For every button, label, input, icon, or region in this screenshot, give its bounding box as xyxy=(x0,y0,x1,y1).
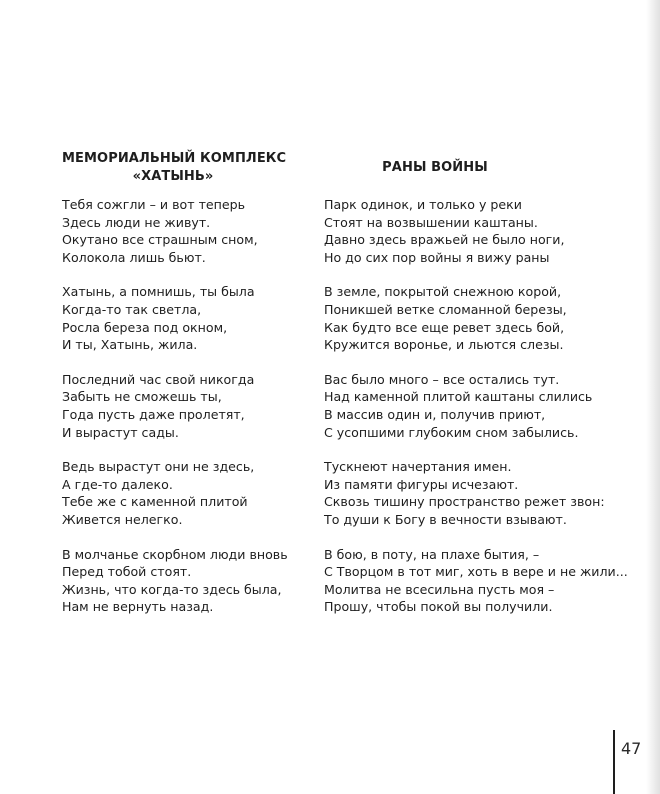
verse-line: Но до сих пор войны я вижу раны xyxy=(324,249,550,265)
verse-line: Вас было много – все остались тут. xyxy=(324,371,560,387)
verse-line: Давно здесь вражьей не было ноги, xyxy=(324,232,565,248)
stanza xyxy=(62,458,312,528)
poem-title xyxy=(62,150,287,186)
verse-line: Тускнеют начертания имен. xyxy=(324,459,512,475)
verse-line: Года пусть даже пролетят, xyxy=(62,406,245,422)
verse-line: В бою, в поту, на плахе бытия, – xyxy=(324,546,540,562)
verse-line: Сквозь тишину пространство режет звон: xyxy=(324,494,605,510)
page-number-rule xyxy=(613,730,615,794)
verse-line: С усопшими глубоким сном забылись. xyxy=(324,424,579,440)
verse-line: Молитва не всесильна пусть моя – xyxy=(324,581,555,597)
verse-line: То души к Богу в вечности взывают. xyxy=(324,511,567,527)
page-edge-shadow xyxy=(646,0,660,794)
verse-line: Последний час свой никогда xyxy=(62,371,255,387)
verse-line: Живется нелегко. xyxy=(62,511,183,527)
verse-line: Как будто все еще ревет здесь бой, xyxy=(324,319,565,335)
page-number: 47 xyxy=(621,739,642,758)
verse-line: Тебя сожгли – и вот теперь xyxy=(62,197,246,212)
verse-line: И вырастут сады. xyxy=(62,424,179,440)
verse-line: С Творцом в тот миг, хоть в вере и не жили... xyxy=(324,564,628,580)
verse-line: Перед тобой стоят. xyxy=(62,564,192,580)
verse-line: Стоят на возвышении каштаны. xyxy=(324,214,538,230)
poem-body xyxy=(62,196,312,616)
verse-line: Жизнь, что когда-то здесь была, xyxy=(62,581,282,597)
stanza xyxy=(62,371,312,441)
verse-line: Росла береза под окном, xyxy=(62,319,228,335)
stanza xyxy=(62,546,312,616)
stanza xyxy=(324,371,624,441)
verse-line: Когда-то так светла, xyxy=(62,301,202,317)
poem-title xyxy=(324,150,546,186)
stanza xyxy=(324,283,624,353)
verse-line: Здесь люди не живут. xyxy=(62,214,211,230)
poem-body xyxy=(324,196,628,616)
verse-line: Кружится воронье, и льются слезы. xyxy=(324,337,564,353)
verse-line: Нам не вернуть назад. xyxy=(62,599,214,615)
verse-line: Поникшей ветке сломанной березы, xyxy=(324,301,567,317)
verse-line: Из памяти фигуры исчезают. xyxy=(324,476,519,492)
verse-line: Над каменной плитой каштаны слились xyxy=(324,389,593,405)
stanza xyxy=(324,546,628,616)
verse-line: И ты, Хатынь, жила. xyxy=(62,337,198,353)
verse-line: Колокола лишь бьют. xyxy=(62,249,206,265)
poem-title-line: РАНЫ ВОЙНЫ xyxy=(382,160,488,175)
poem-khatyn xyxy=(62,150,312,633)
verse-line: Тебе же с каменной плитой xyxy=(62,494,248,510)
verse-line: В массив один и, получив приют, xyxy=(324,406,546,422)
verse-line: В молчанье скорбном люди вновь xyxy=(62,546,288,562)
poem-title-line: «ХАТЫНЬ» xyxy=(132,169,214,184)
verse-line: А где-то далеко. xyxy=(62,476,173,492)
stanza xyxy=(324,458,624,528)
verse-line: Забыть не сможешь ты, xyxy=(62,389,222,405)
stanza xyxy=(324,196,624,266)
poem-title-line: МЕМОРИАЛЬНЫЙ КОМПЛЕКС xyxy=(62,151,287,166)
stanza xyxy=(62,196,312,266)
verse-line: Прошу, чтобы покой вы получили. xyxy=(324,599,553,615)
verse-line: Окутано все страшным сном, xyxy=(62,232,258,248)
verse-line: Парк одинок, и только у реки xyxy=(324,197,522,212)
stanza xyxy=(62,283,312,353)
verse-line: Ведь вырастут они не здесь, xyxy=(62,459,255,475)
verse-line: Хатынь, а помнишь, ты была xyxy=(62,284,255,300)
poem-rany-voiny xyxy=(324,150,628,633)
verse-line: В земле, покрытой снежною корой, xyxy=(324,284,562,300)
